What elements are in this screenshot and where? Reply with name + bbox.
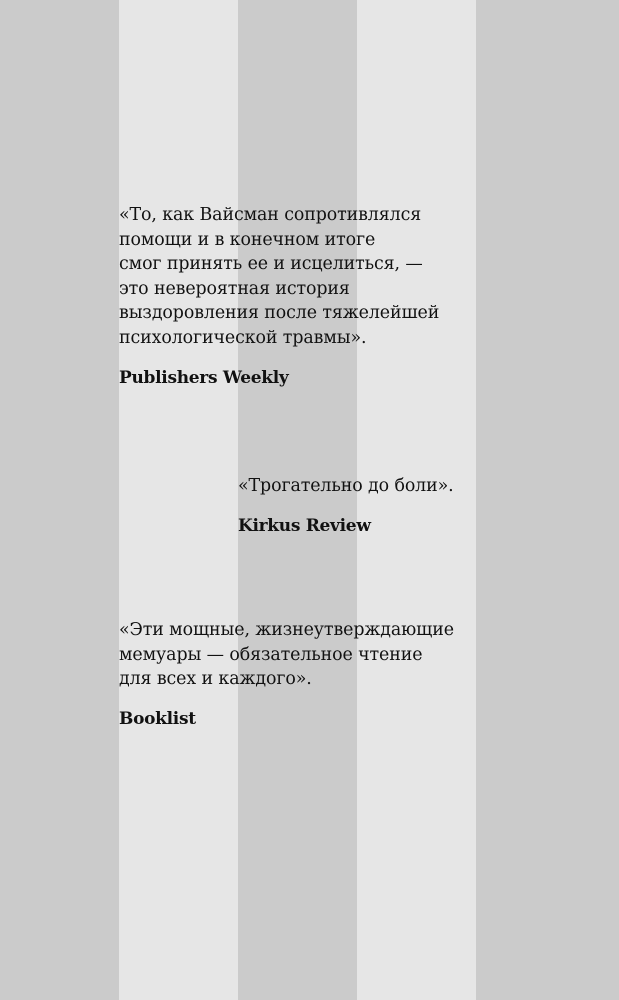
quote-source: Booklist: [119, 708, 196, 729]
background-stripe: [476, 0, 619, 1000]
quote-text: [238, 474, 454, 499]
quote-line: «То, как Вайсман сопротивлялся: [119, 205, 422, 225]
quote-line: «Трогательно до боли».: [238, 476, 454, 496]
quote-text: [119, 203, 439, 351]
quote-text: [119, 618, 454, 692]
quote-line: «Эти мощные, жизнеутверждающие: [119, 620, 454, 640]
quote-line: психологической травмы».: [119, 327, 367, 348]
background-stripe: [119, 0, 238, 1000]
quote-source: Publishers Weekly: [119, 367, 289, 388]
quote-line: помощи и в конечном итоге: [119, 229, 376, 250]
quote-line: выздоровления после тяжелейшей: [119, 303, 440, 324]
quote-line: мемуары — обязательное чтение: [119, 644, 423, 665]
quote-line: смог принять ее и исцелиться, —: [119, 254, 423, 275]
quote-source: Kirkus Review: [238, 515, 371, 536]
background-stripe: [0, 0, 119, 1000]
review-quote-kirkus-review: [238, 474, 454, 536]
quote-line: для всех и каждого».: [119, 669, 312, 690]
review-quote-booklist: [119, 618, 454, 729]
review-quote-publishers-weekly: [119, 203, 439, 388]
quote-line: это невероятная история: [119, 278, 350, 299]
